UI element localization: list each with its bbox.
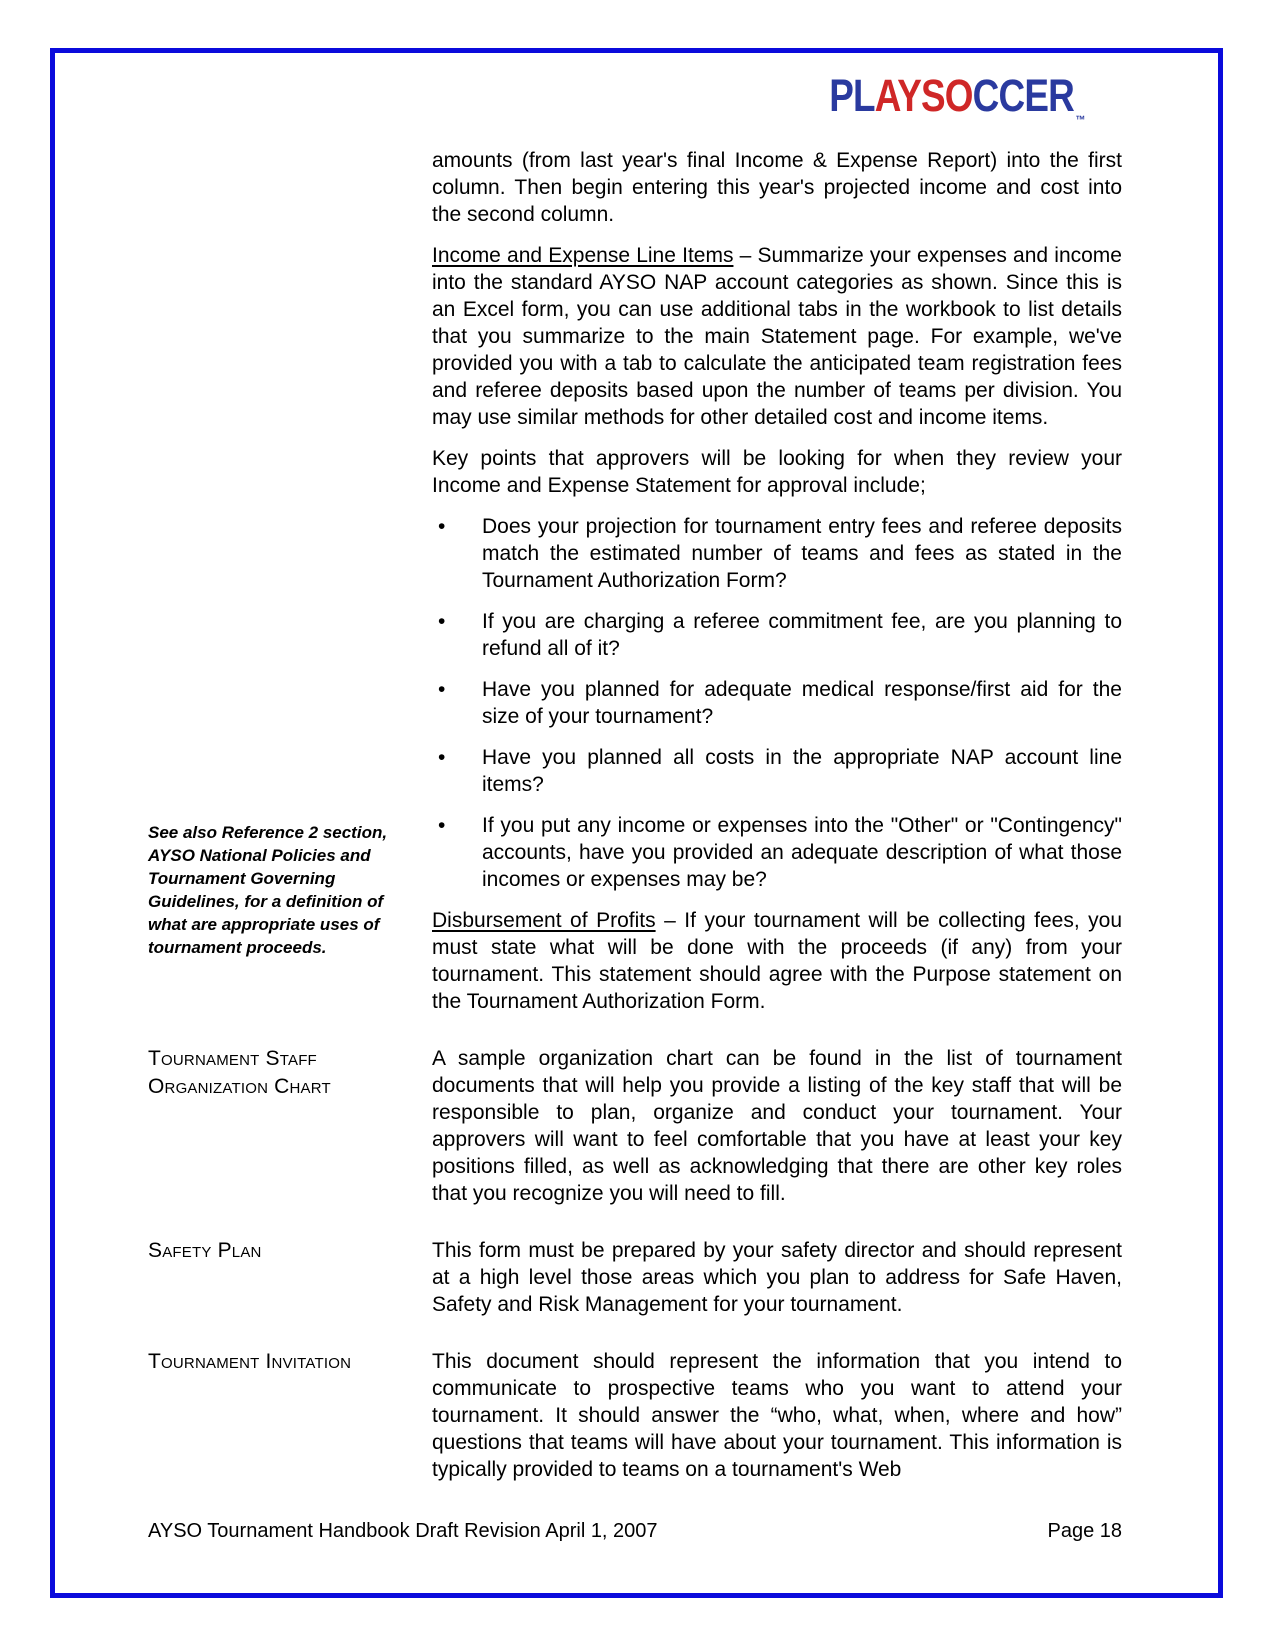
bullet-marker: • <box>438 610 446 633</box>
footer <box>148 1520 1122 1543</box>
section-label: Tournament Invitation <box>148 1350 352 1373</box>
sidebar-note: See also Reference 2 section, AYSO National Policies and Tournament Governing Guidelines, for a definition of what are appropriate uses of tournament proceeds. <box>148 823 388 957</box>
bullet-item <box>432 676 1122 730</box>
disbursement-lead: Disbursement of Profits <box>432 909 656 932</box>
section-label: Tournament Staff Organization Chart <box>148 1047 331 1098</box>
section-body: This document should represent the information that you intend to communicate to prospective teams who you want to attend your tournament. It should answer the “who, what, when, where and how” questions that teams will have about your tournament. This information is typically provided to teams on a tournament's Web <box>432 1350 1122 1481</box>
bullet-text: If you are charging a referee commitment fee, are you planning to refund all of it? <box>482 610 1122 660</box>
bullet-text: Does your projection for tournament entry fees and referee deposits match the estimated number of teams and fees as stated in the Tournament Authorization Form? <box>482 515 1122 592</box>
section-row-staff-org-chart <box>148 1045 1122 1207</box>
bullet-item <box>432 513 1122 594</box>
bullet-marker: • <box>438 678 446 701</box>
intro-paragraph: amounts (from last year's final Income & Expense Report) into the first column. Then begin entering this year's projected income and cost into the second column. <box>432 149 1122 226</box>
bullet-text: Have you planned all costs in the appropriate NAP account line items? <box>482 746 1122 796</box>
disbursement-body: – If your tournament will be collecting fees, you must state what will be done with the proceeds (if any) from your tournament. This statement should agree with the Purpose statement on the Tournament Authorization Form. <box>432 909 1123 1013</box>
bullet-item <box>432 812 1122 893</box>
page-content <box>148 147 1122 1483</box>
logo-part-ccer: CCER <box>972 70 1074 121</box>
section-body: This form must be prepared by your safety director and should represent at a high level those areas which you plan to address for Safe Haven, Safety and Risk Management for your tournament. <box>432 1239 1122 1316</box>
logo-part-pl: PL <box>828 70 875 121</box>
bullet-marker: • <box>438 746 446 769</box>
section-label: Safety Plan <box>148 1239 262 1262</box>
line-items-paragraph <box>432 242 1122 431</box>
main-text-column <box>432 147 1122 1015</box>
bullet-text: Have you planned for adequate medical response/first aid for the size of your tournament? <box>482 678 1122 728</box>
playsoccer-logo <box>828 70 1085 127</box>
section-body: A sample organization chart can be found in the list of tournament documents that will help you provide a listing of the key staff that will be responsible to plan, organize and conduct your tournament. Your approvers will want to feel comfortable that you have at least your key positions filled, as well as acknowledging that there are other key roles that you recognize you will need to fill. <box>432 1047 1122 1205</box>
section-row-tournament-invitation <box>148 1348 1122 1483</box>
key-points-intro: Key points that approvers will be looking for when they review your Income and Expense Statement for approval include; <box>432 447 1122 497</box>
footer-document-title: AYSO Tournament Handbook Draft Revision April 1, 2007 <box>148 1520 658 1542</box>
footer-page-number: Page 18 <box>1047 1520 1122 1542</box>
bullet-item <box>432 608 1122 662</box>
bullet-marker: • <box>438 814 446 837</box>
bullet-item <box>432 744 1122 798</box>
disbursement-paragraph <box>432 907 1122 1015</box>
line-items-body: – Summarize your expenses and income into the standard AYSO NAP account categories as shown. Since this is an Excel form, you can use additional tabs in the workbook to list details that you summarize to the main Statement page. For example, we've provided you with a tab to calculate the anticipated team registration fees and referee deposits based upon the number of teams per division. You may use similar methods for other detailed cost and income items. <box>432 244 1122 429</box>
logo-part-ayso: AYSO <box>874 70 973 121</box>
key-points-list <box>432 513 1122 893</box>
trademark-symbol: ™ <box>1075 113 1085 127</box>
bullet-marker: • <box>438 515 446 538</box>
bullet-text: If you put any income or expenses into the "Other" or "Contingency" accounts, have you provided an adequate description of what those incomes or expenses may be? <box>482 814 1122 891</box>
section-row-safety-plan <box>148 1237 1122 1318</box>
line-items-lead: Income and Expense Line Items <box>432 244 734 267</box>
